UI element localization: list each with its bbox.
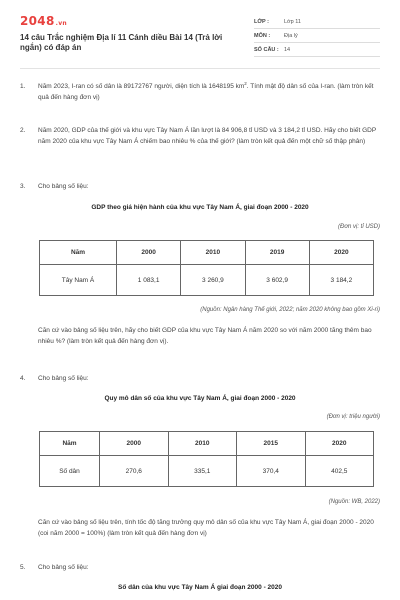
- meta-value: 14: [284, 46, 291, 53]
- table-header-cell: 2010: [181, 241, 245, 265]
- table-title: GDP theo giá hiện hành của khu vực Tây Nam Á, giai đoạn 2000 - 2020: [91, 204, 309, 211]
- logo-tld: .vn: [55, 20, 67, 27]
- table-source: (Nguồn: WB, 2022): [328, 499, 380, 505]
- question-prompt: Căn cứ vào bảng số liệu trên, hãy cho biết GDP của khu vực Tây Nam Á năm 2020 so với năm 2000 tăng thêm bao nhiêu %? (làm tròn kết quả đến hàng đơn vị).: [38, 327, 372, 345]
- meta-label: MÔN :: [254, 32, 271, 39]
- table-header-cell: 2015: [237, 432, 306, 456]
- question-2: [20, 126, 380, 147]
- meta-label: SỐ CÂU :: [254, 46, 279, 53]
- table-row: [40, 265, 374, 296]
- document-title: 14 câu Trắc nghiệm Địa lí 11 Cánh diều Bài 14 (Trả lời ngắn) có đáp án: [20, 33, 223, 52]
- table-header-cell: 2020: [309, 241, 373, 265]
- meta-value: Lớp 11: [284, 18, 301, 25]
- table-cell: 3 602,9: [245, 265, 309, 296]
- question-number: 1.: [20, 83, 26, 90]
- question-text: Cho bảng số liệu:: [38, 375, 89, 382]
- question-5: [20, 563, 380, 574]
- meta-label: LỚP :: [254, 18, 269, 25]
- question-number: 3.: [20, 183, 26, 190]
- question-prompt: Căn cứ vào bảng số liệu trên, tính tốc độ tăng trưởng quy mô dân số của khu vực Tây Nam Á, giai đoạn 2000 - 2020 (coi năm 2000 = 100%) (làm tròn kết quả đến hàng đơn vị): [38, 519, 374, 537]
- table-cell: 270,6: [100, 456, 169, 487]
- table-header-row: [40, 432, 374, 456]
- table-unit: (Đơn vị: tỉ USD): [338, 224, 380, 230]
- table-header-cell: 2010: [168, 432, 237, 456]
- question-1: [20, 82, 380, 103]
- table-cell: Số dân: [40, 456, 100, 487]
- question-number: 4.: [20, 375, 26, 382]
- table-unit: (Đơn vị: triệu người): [326, 414, 380, 420]
- table-row: [40, 456, 374, 487]
- question-number: 5.: [20, 564, 26, 571]
- logo-text: 2048: [20, 14, 55, 28]
- table-cell: 402,5: [305, 456, 374, 487]
- table-header-cell: 2020: [305, 432, 374, 456]
- population-table: [39, 431, 374, 487]
- table-header-cell: 2000: [100, 432, 169, 456]
- question-text-part: Năm 2023, I-ran có số dân là 89172767 người, diện tích là 1648195 km: [38, 83, 245, 90]
- table-header-cell: Năm: [40, 241, 117, 265]
- table-cell: 1 083,1: [117, 265, 181, 296]
- table-header-cell: 2000: [117, 241, 181, 265]
- table-header-cell: 2019: [245, 241, 309, 265]
- meta-value: Địa lý: [284, 32, 298, 39]
- superscript: 2: [244, 80, 247, 86]
- question-3: [20, 182, 380, 193]
- gdp-table: [39, 240, 374, 296]
- table-header-cell: Năm: [40, 432, 100, 456]
- table-title: Số dân của khu vực Tây Nam Á giai đoạn 2000 - 2020: [117, 584, 283, 591]
- table-title: Quy mô dân số của khu vực Tây Nam Á, giai đoạn 2000 - 2020: [104, 395, 296, 402]
- table-cell: Tây Nam Á: [40, 265, 117, 296]
- table-cell: 3 184,2: [309, 265, 373, 296]
- table-header-row: [40, 241, 374, 265]
- table-cell: 3 260,9: [181, 265, 245, 296]
- table-cell: 335,1: [168, 456, 237, 487]
- question-4: [20, 374, 380, 385]
- table-source: (Nguồn: Ngân hàng Thế giới, 2022; năm 2020 không bao gồm Xi-ri): [200, 307, 380, 313]
- question-number: 2.: [20, 127, 26, 134]
- question-text: Cho bảng số liệu:: [38, 564, 89, 571]
- table-cell: 370,4: [237, 456, 306, 487]
- question-text-part: . Tính mật độ dân số của I-ran. (làm tròn kết quả đến hàng đơn vị): [38, 83, 374, 101]
- question-text: Năm 2020, GDP của thế giới và khu vực Tây Nam Á lần lượt là 84 906,8 tỉ USD và 3 184,2 tỉ USD. Hãy cho biết GDP năm 2020 của khu vực Tây Nam Á chiếm bao nhiêu % của thế giới? (làm tròn kết quả đến một chữ số thập phân): [38, 127, 377, 145]
- question-text: [38, 82, 380, 103]
- question-text: Cho bảng số liệu:: [38, 183, 89, 190]
